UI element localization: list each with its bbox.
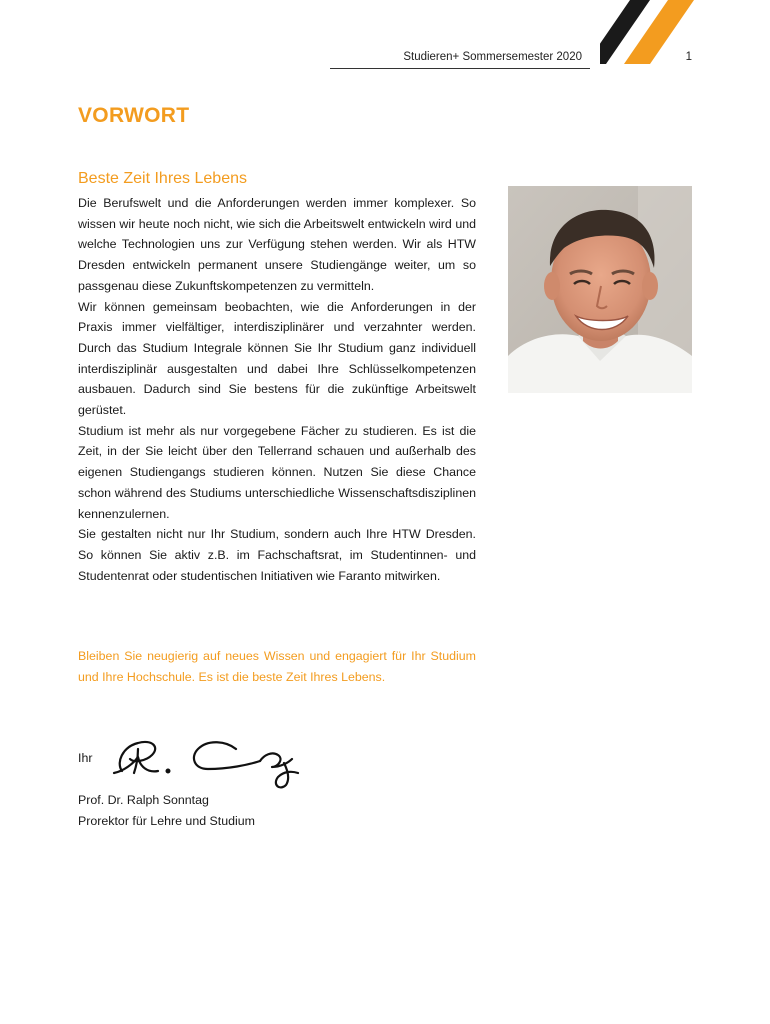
greeting: Ihr <box>78 751 93 765</box>
section-title: VORWORT <box>78 104 190 127</box>
page-number: 1 <box>685 51 692 63</box>
closing-statement: Bleiben Sie neugierig auf neues Wissen und engagiert für Ihr Studium und Ihre Hochschule. Es ist die beste Zeit Ihres Lebens. <box>78 649 476 684</box>
header-title: Studieren+ Sommersemester 2020 <box>403 51 582 63</box>
author-role: Prorektor für Lehre und Studium <box>78 814 256 828</box>
header-divider <box>330 68 590 69</box>
subheading: Beste Zeit Ihres Lebens <box>78 170 247 187</box>
body-text <box>78 193 476 586</box>
signature-image <box>108 727 308 791</box>
paragraph: Die Berufswelt und die Anforderungen werden immer komplexer. So wissen wir heute noch nicht, wie sich die Arbeitswelt entwickeln wird und welche Technologien uns zur Verfügung stehen werden. Wir als HTW Dresden entwickeln permanent unsere Studiengänge weiter, um so passgenau diese Zukunftskompetenzen zu vermitteln. <box>78 196 476 293</box>
portrait-photo <box>508 186 692 393</box>
author-name: Prof. Dr. Ralph Sonntag <box>78 793 209 807</box>
paragraph: Sie gestalten nicht nur Ihr Studium, sondern auch Ihre HTW Dresden. So können Sie aktiv z.B. im Fachschaftsrat, im Studentinnen- und Studentenrat oder studentischen Initiativen wie Faranto mitwirken. <box>78 527 476 583</box>
paragraph: Studium ist mehr als nur vorgegebene Fächer zu studieren. Es ist die Zeit, in der Sie leicht über den Tellerrand schauen und außerhalb des eigenen Studiengangs studieren können. Nutzen Sie diese Chance schon während des Studiums unterschiedliche Wissenschaftsdisziplinen kennenzulernen. <box>78 423 476 521</box>
paragraph: Wir können gemeinsam beobachten, wie die Anforderungen in der Praxis immer vielfältiger, interdisziplinärer und verzahnter werden. Durch das Studium Integrale können Sie Ihr Studium ganz individuell interdisziplinär ausgestalten und dabei Ihre Schlüsselkompetenzen ausbauen. Dadurch sind Sie bestens für die zukünftige Arbeitswelt gerüstet. <box>78 299 476 418</box>
decorative-stripes <box>600 0 710 64</box>
